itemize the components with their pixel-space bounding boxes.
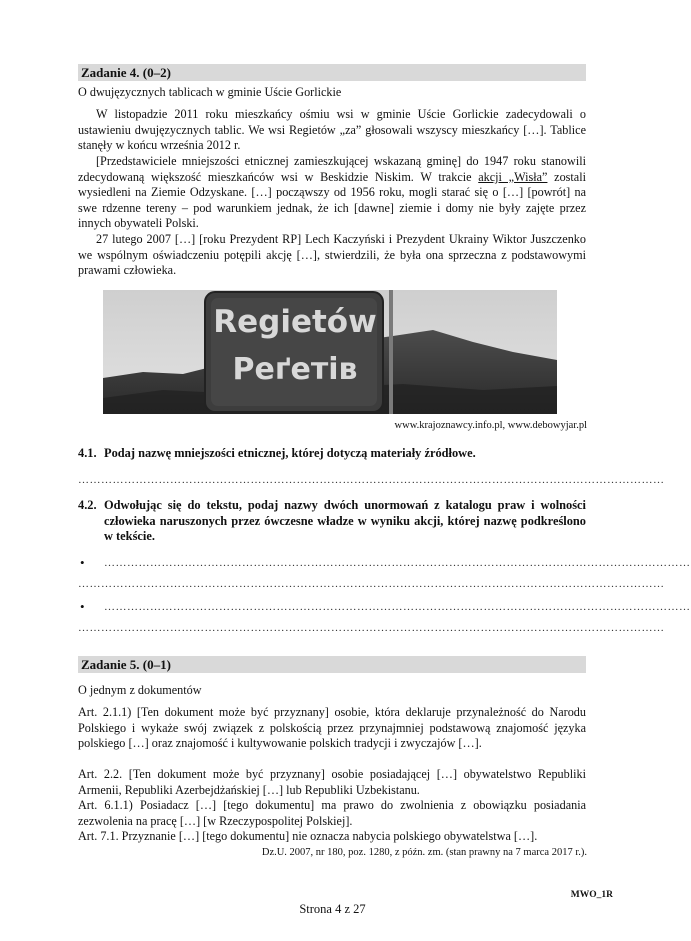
task5-header: Zadanie 5. (0–1): [78, 656, 586, 673]
answer-line-4-2-b1[interactable]: ………………………………………………………………………………………………………………………………………: [104, 601, 691, 613]
task5-article-2-2: Art. 2.2. [Ten dokument może być przyznany] osobie posiadającej […] obywatelstwo Republiki Armenii, Republiki Azerbejdżańskiej […] lub Republiki Uzbekistanu.: [78, 767, 586, 797]
question-4-2-number: 4.2.: [78, 498, 97, 512]
answer-bullet-2: •: [80, 599, 85, 614]
answer-bullet-1: •: [80, 555, 85, 570]
sign-line-latin: Regietów: [213, 304, 377, 340]
photo-credit: www.krajoznawcy.info.pl, www.debowyjar.pl: [394, 420, 587, 431]
task4-paragraph-3: 27 lutego 2007 […] [roku Prezydent RP] Lech Kaczyński i Prezydent Ukrainy Wiktor Juszczenko we wspólnym oświadczeniu potępili akcję […], stwierdzili, że była ona sprzeczna z podstawowymi prawami człowieka.: [78, 232, 586, 278]
question-4-1: [78, 446, 586, 462]
task5-article-6-1-1: Art. 6.1.1) Posiadacz […] [tego dokumentu] ma prawo do zwolnienia z obowiązku posiadania zezwolenia na pracę […] [w Rzeczypospolitej Polskiej].: [78, 798, 586, 828]
task4-title: O dwujęzycznych tablicach w gminie Uście Gorlickie: [78, 85, 342, 99]
question-4-1-number: 4.1.: [78, 446, 97, 460]
answer-line-4-2-a1[interactable]: ………………………………………………………………………………………………………………………………………: [104, 557, 691, 569]
task5-article-7-1: Art. 7.1. Przyznanie […] [tego dokumentu] nie oznacza nabycia polskiego obywatelstwa […].: [78, 829, 538, 843]
question-4-2: [78, 498, 586, 545]
sign-line-cyrillic: Реґетів: [232, 352, 358, 387]
page-number: Strona 4 z 27: [299, 902, 366, 916]
akcja-wisla-underlined: akcji „Wisła”: [478, 169, 548, 184]
question-4-1-text: Podaj nazwę mniejszości etnicznej, której dotyczą materiały źródłowe.: [104, 446, 476, 460]
task4-header: Zadanie 4. (0–2): [78, 64, 586, 81]
legal-source: Dz.U. 2007, nr 180, poz. 1280, z późn. zm. (stan prawny na 7 marca 2017 r.).: [261, 847, 587, 858]
answer-line-4-1[interactable]: ………………………………………………………………………………………………………………………………………: [78, 474, 665, 486]
task5-article-2-1-1: Art. 2.1.1) [Ten dokument może być przyznany] osobie, która deklaruje przynależność do Narodu Polskiego i wykaże swój związek z polskością przez przynajmniej podstawową znajomość języka polskiego […] oraz znajomość i kultywowanie polskich tradycji i zwyczajów […].: [78, 705, 586, 751]
task4-paragraph-2-start: [Przedstawiciele mniejszości etnicznej zamieszkującej wskazaną gminę] do 1947 roku stanowili zdecydowaną większość mieszkańców wsi w Beskidzie Niskim. W trakcie: [78, 154, 586, 184]
task5-title: O jednym z dokumentów: [78, 683, 202, 697]
task4-paragraph-2: [78, 154, 586, 232]
sign-photo: [103, 290, 557, 414]
answer-line-4-2-b2[interactable]: ………………………………………………………………………………………………………………………………………: [78, 622, 665, 634]
task4-paragraph-2-end: zostali wysiedleni na Ziemie Odzyskane. […] począwszy od 1956 roku, mogli starać się o […] [powrót] na swe rdzenne tereny – pod warunkiem jednak, że ich [dawne] ziemie i domy nie były zajęte przez innych obywateli Polski.: [78, 169, 586, 231]
answer-line-4-2-a2[interactable]: ………………………………………………………………………………………………………………………………………: [78, 578, 665, 590]
exam-code: MWO_1R: [570, 890, 613, 900]
question-4-2-text: Odwołując się do tekstu, podaj nazwy dwóch unormowań z katalogu praw i wolności człowieka naruszonych przez ówczesne władze w wyniku akcji, której nazwę podkreślono w tekście.: [104, 498, 586, 544]
task4-paragraph-1: W listopadzie 2011 roku mieszkańcy ośmiu wsi w gminie Uście Gorlickie zadecydowali o ustawieniu dwujęzycznych tablic. We wsi Regietów „za” głosowali wszyscy mieszkańcy […]. Tablice stanęły w końcu września 2012 r.: [78, 107, 586, 153]
